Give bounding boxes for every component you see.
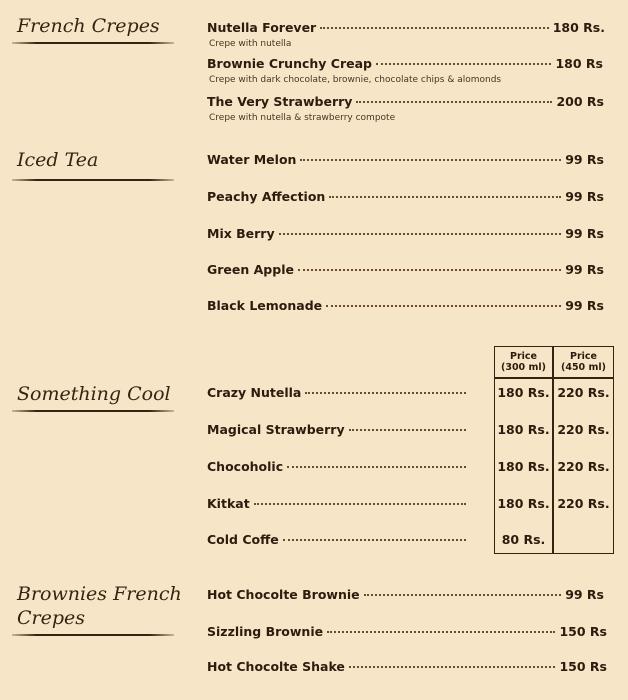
section-title-line: Brownies French (17, 583, 182, 605)
dot-leader (320, 27, 549, 29)
dot-leader (327, 631, 555, 633)
dot-leader (376, 63, 552, 65)
item-description: Crepe with nutella & strawberry compote (209, 113, 396, 123)
item-name: Black Lemonade (207, 298, 323, 313)
section-divider (12, 42, 174, 44)
section-title-line: Crepes (17, 607, 86, 629)
item-name: Peachy Affection (207, 189, 326, 204)
price-300ml: 80 Rs. (501, 532, 546, 547)
price-table-header-divider (494, 377, 614, 379)
dot-leader (254, 503, 466, 505)
menu-item-nutella-forever (207, 20, 605, 38)
item-price: 99 Rs (565, 226, 604, 241)
section-divider (12, 634, 174, 636)
menu-item-cold-coffe (207, 532, 470, 550)
section-title-french-crepes: French Crepes (17, 15, 160, 37)
item-price: 99 Rs (565, 152, 604, 167)
dot-leader (300, 159, 561, 161)
item-description: Crepe with dark chocolate, brownie, chocolate chips & alomonds (209, 75, 502, 85)
item-name: Mix Berry (207, 226, 275, 241)
price-header-300ml (495, 351, 552, 373)
dot-leader (279, 233, 562, 235)
dot-leader (283, 539, 466, 541)
menu-item-kitkat (207, 496, 470, 514)
item-price: 99 Rs (565, 189, 604, 204)
price-450ml: 220 Rs. (557, 459, 610, 474)
price-450ml: 220 Rs. (557, 422, 610, 437)
menu-item-mix-berry (207, 226, 604, 244)
dot-leader (349, 429, 466, 431)
price-300ml: 180 Rs. (497, 459, 550, 474)
dot-leader (298, 269, 561, 271)
section-title-something-cool: Something Cool (17, 383, 171, 405)
item-price: 150 Rs (559, 659, 607, 674)
menu-item-peachy-affection (207, 189, 604, 207)
item-price: 99 Rs (565, 587, 604, 602)
item-name: Magical Strawberry (207, 422, 345, 437)
menu-item-hot-chocolte-brownie (207, 587, 604, 605)
menu-item-green-apple (207, 262, 604, 280)
item-name: Kitkat (207, 496, 250, 511)
menu-item-magical-strawberry (207, 422, 470, 440)
item-description: Crepe with nutella (209, 39, 292, 49)
item-name: Brownie Crunchy Creap (207, 56, 372, 71)
dot-leader (287, 466, 466, 468)
price-300ml: 180 Rs. (497, 496, 550, 511)
item-price: 180 Rs. (552, 20, 605, 35)
section-title-brownies-french-crepes (17, 582, 187, 630)
item-price: 150 Rs (559, 624, 607, 639)
dot-leader (364, 594, 562, 596)
price-450ml: 220 Rs. (557, 496, 610, 511)
item-name: Sizzling Brownie (207, 624, 324, 639)
menu-item-chocoholic (207, 459, 470, 477)
item-name: Hot Chocolte Shake (207, 659, 345, 674)
menu-item-brownie-crunchy-creap (207, 56, 603, 74)
menu-item-the-very-strawberry (207, 94, 604, 112)
price-header-label: Price (570, 351, 597, 362)
price-300ml: 180 Rs. (497, 422, 550, 437)
price-header-size: (300 ml) (501, 362, 546, 373)
section-title-iced-tea: Iced Tea (17, 149, 99, 171)
price-300ml: 180 Rs. (497, 385, 550, 400)
item-price: 99 Rs (565, 262, 604, 277)
menu-item-water-melon (207, 152, 604, 170)
dot-leader (349, 666, 556, 668)
price-header-450ml (554, 351, 613, 373)
dot-leader (326, 305, 561, 307)
section-divider (12, 179, 174, 181)
price-header-size: (450 ml) (561, 362, 606, 373)
item-name: The Very Strawberry (207, 94, 353, 109)
item-name: Crazy Nutella (207, 385, 302, 400)
item-name: Nutella Forever (207, 20, 317, 35)
dot-leader (329, 196, 561, 198)
price-450ml: 220 Rs. (557, 385, 610, 400)
item-name: Cold Coffe (207, 532, 279, 547)
menu-item-hot-chocolte-shake (207, 659, 607, 677)
item-price: 99 Rs (565, 298, 604, 313)
menu-item-crazy-nutella (207, 385, 470, 403)
section-divider (12, 410, 174, 412)
dot-leader (356, 101, 552, 103)
menu-item-black-lemonade (207, 298, 604, 316)
item-name: Water Melon (207, 152, 297, 167)
item-price: 180 Rs (555, 56, 603, 71)
dot-leader (305, 392, 466, 394)
item-name: Hot Chocolte Brownie (207, 587, 360, 602)
item-name: Green Apple (207, 262, 294, 277)
item-name: Chocoholic (207, 459, 284, 474)
price-header-label: Price (510, 351, 537, 362)
menu-item-sizzling-brownie (207, 624, 607, 642)
item-price: 200 Rs (556, 94, 604, 109)
